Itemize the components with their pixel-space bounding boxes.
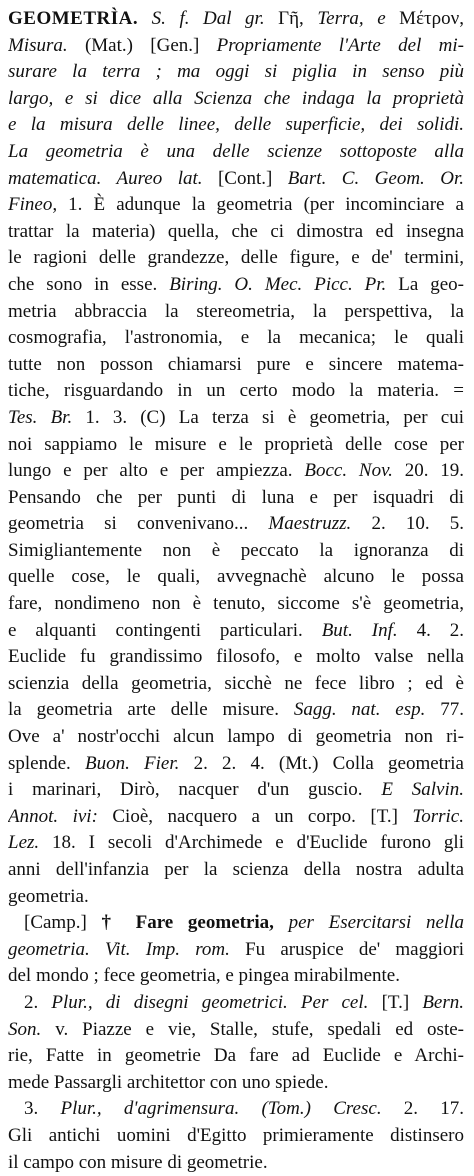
entry-line-10: le ragioni delle grandezze, delle figure, e de' termini, bbox=[8, 247, 464, 269]
entry-line-44: il campo con misure di geometrie. bbox=[8, 1151, 268, 1173]
entry-line-4: largo, e si dice alla Scienza che indaga la proprietà bbox=[8, 87, 464, 109]
entry-line-35: [Camp.] † Fare geometria, per Esercitarsi nella bbox=[24, 912, 464, 934]
entry-line-18: lungo e per alto e per ampiezza. Bocc. Nov. 20. 19. bbox=[8, 460, 464, 482]
entry-line-42: 3. Plur., d'agrimensura. (Tom.) Cresc. 2. 17. bbox=[24, 1098, 464, 1120]
entry-line-12: metria abbraccia la stereometria, la perspettiva, la bbox=[8, 300, 464, 322]
entry-line-32: Lez. 18. I secoli d'Archimede e d'Euclide furono gli bbox=[8, 832, 464, 854]
entry-line-17: noi sappiamo le misure e le proprietà delle cose per bbox=[8, 433, 464, 455]
entry-line-40: rie, Fatte in geometrie Da fare ad Euclide e Archi- bbox=[8, 1045, 464, 1067]
entry-line-36: geometria. Vit. Imp. rom. Fu aruspice de' maggiori bbox=[8, 938, 464, 960]
entry-line-37: del mondo ; fece geometria, e pingea mirabilmente. bbox=[8, 965, 400, 987]
entry-line-29: splende. Buon. Fier. 2. 2. 4. (Mt.) Colla geometria bbox=[8, 752, 464, 774]
entry-line-30: i marinari, Dirò, nacquer d'un guscio. E Salvin. bbox=[8, 779, 464, 801]
entry-line-26: scienzia della geometria, sicchè ne fece libro ; ed è bbox=[8, 672, 464, 694]
entry-line-27: la geometria arte delle misure. Sagg. nat. esp. 77. bbox=[8, 699, 464, 721]
entry-line-13: cosmografia, l'astronomia, e la mecanica; le quali bbox=[8, 327, 464, 349]
entry-line-39: Son. v. Piazze e vie, Stalle, stufe, spedali ed oste- bbox=[8, 1018, 464, 1040]
entry-line-5: e la misura delle linee, delle superficie, dei solidi. bbox=[8, 114, 464, 136]
entry-line-43: Gli antichi uomini d'Egitto primieramente distinsero bbox=[8, 1124, 464, 1146]
entry-line-28: Ove a' nostr'occhi alcun lampo di geometria non ri- bbox=[8, 726, 464, 748]
entry-line-11: che sono in esse. Biring. O. Mec. Picc. Pr. La geo- bbox=[8, 273, 464, 295]
entry-line-31: Annot. ivi: Cioè, nacquero a un corpo. [T.] Torric. bbox=[8, 805, 464, 827]
entry-line-24: e alquanti contingenti particulari. But. Inf. 4. 2. bbox=[8, 619, 464, 641]
entry-line-41: mede Passargli architettor con uno spiede. bbox=[8, 1071, 329, 1093]
entry-line-14: tutte non posson chiamarsi pure e sincere matema- bbox=[8, 353, 464, 375]
entry-line-33: anni dell'infanzia per la scienza della nostra adulta bbox=[8, 859, 464, 880]
entry-line-1: GEOMETRÌA. S. f. Dal gr. Γῆ, Terra, e Μέτρον, bbox=[8, 8, 464, 29]
entry-line-6: La geometria è una delle scienze sottoposte alla bbox=[8, 140, 464, 162]
entry-line-20: geometria si convenivano... Maestruzz. 2. 10. 5. bbox=[8, 513, 464, 535]
entry-line-19: Pensando che per punti di luna e per isquadri di bbox=[8, 486, 464, 508]
entry-line-25: Euclide fu grandissimo filosofo, e molto valse nella bbox=[8, 646, 464, 668]
entry-line-7: matematica. Aureo lat. [Cont.] Bart. C. Geom. Or. bbox=[8, 167, 464, 189]
entry-line-8: Fineo, 1. È adunque la geometria (per incominciare a bbox=[8, 194, 464, 216]
entry-line-34: geometria. bbox=[8, 885, 89, 907]
headword: GEOMETRÌA. bbox=[8, 8, 139, 29]
entry-line-15: tiche, risguardando in un certo modo la materia. = bbox=[8, 380, 464, 402]
entry-line-22: quelle cose, le quali, avvegnachè alcuno le possa bbox=[8, 566, 464, 588]
entry-line-38: 2. Plur., di disegni geometrici. Per cel. [T.] Bern. bbox=[24, 991, 464, 1013]
entry-line-21: Simigliantemente non è peccato la ignoranza di bbox=[8, 539, 464, 561]
entry-line-9: trattar la materia) quella, che ci dimostra ed insegna bbox=[8, 220, 464, 242]
entry-line-2: Misura. (Mat.) [Gen.] Propriamente l'Arte del mi- bbox=[8, 34, 464, 56]
entry-line-3: surare la terra ; ma oggi si piglia in senso più bbox=[8, 61, 464, 83]
entry-line-23: fare, nondimeno non è tenuto, siccome s'è geometria, bbox=[8, 593, 464, 615]
entry-line-16: Tes. Br. 1. 3. (C) La terza si è geometria, per cui bbox=[8, 406, 464, 428]
